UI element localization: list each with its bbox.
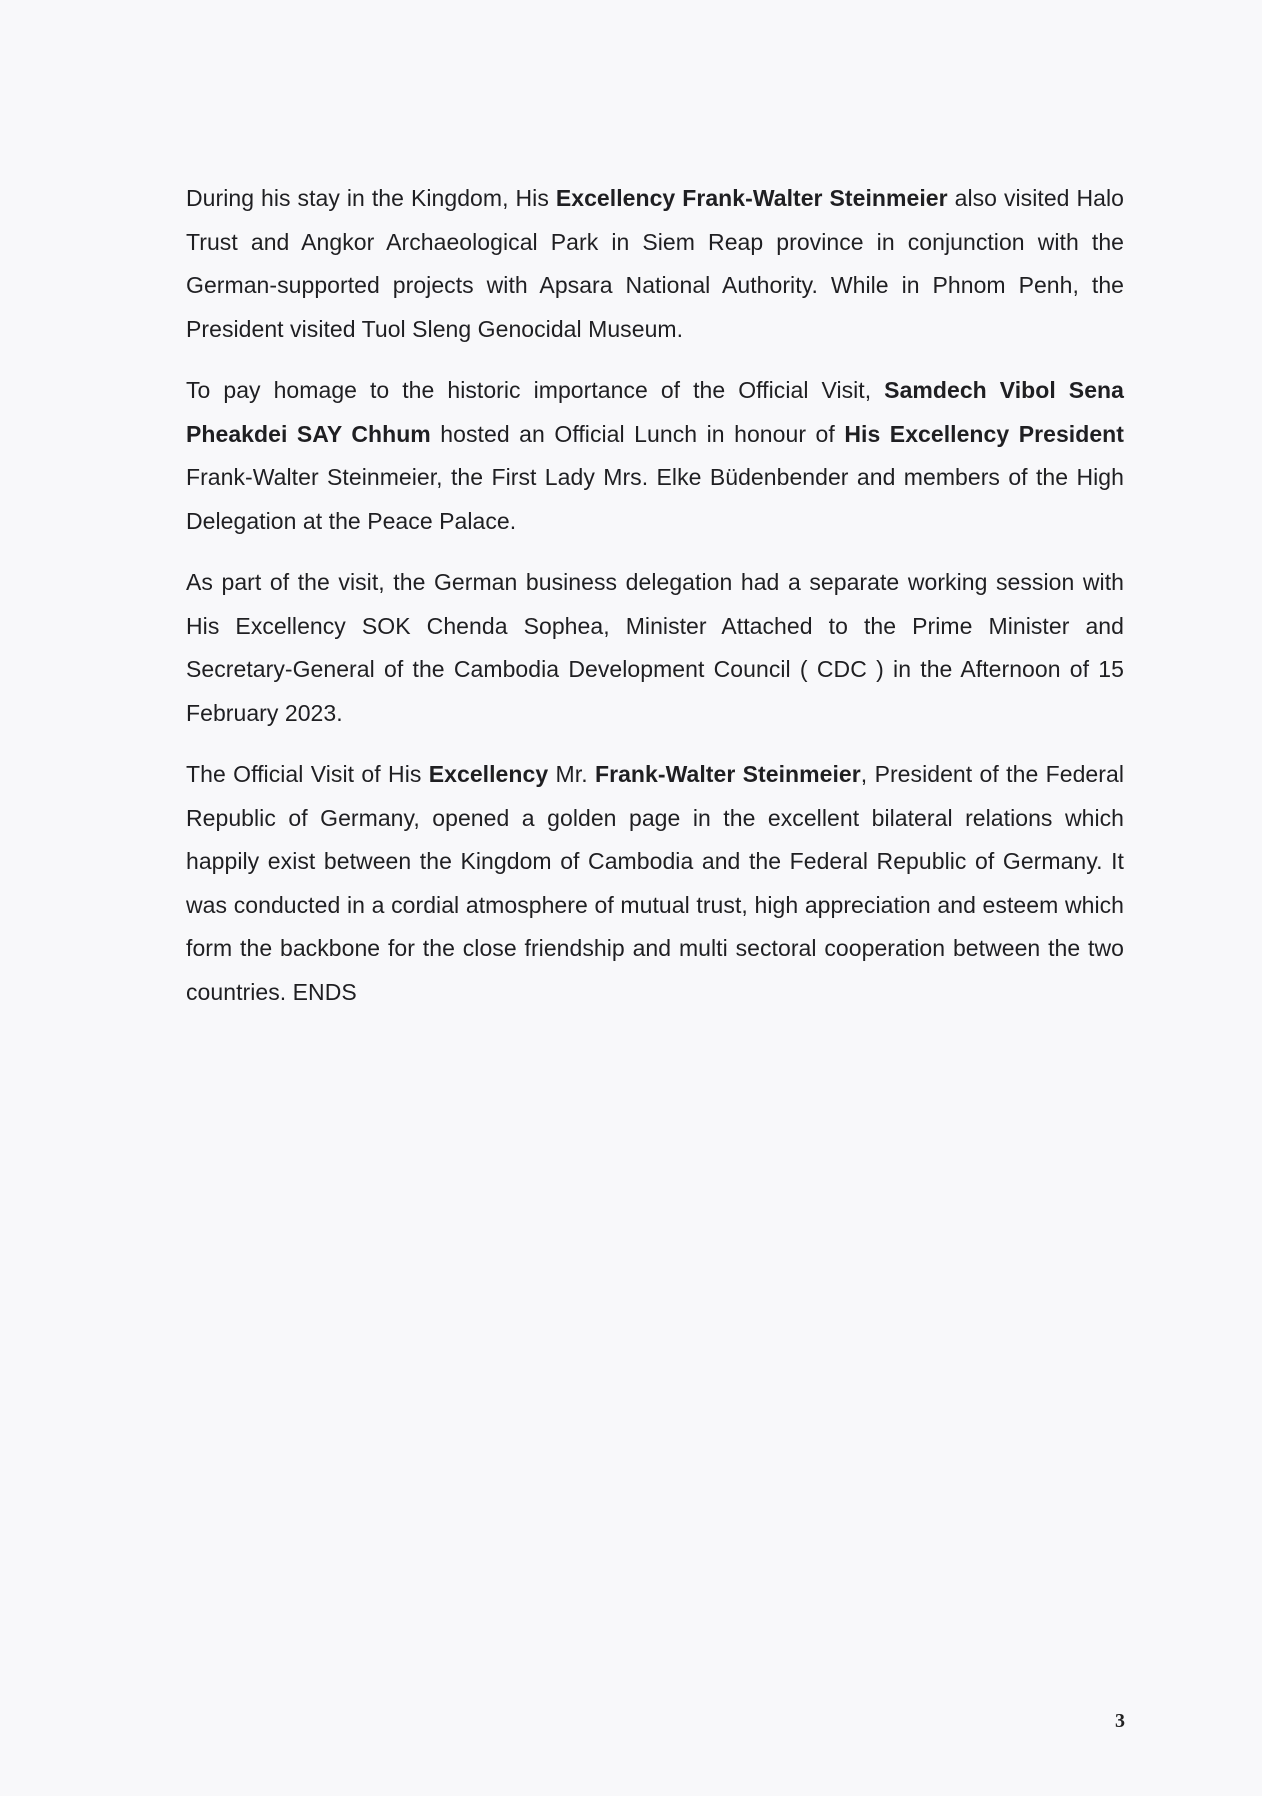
paragraph-3 xyxy=(186,561,1124,735)
paragraph-segment-bold: Excellency Frank-Walter Steinmeier xyxy=(555,185,948,211)
paragraph-segment-bold: Frank-Walter Steinmeier xyxy=(594,761,861,787)
paragraph-segment: During his stay in the Kingdom, His xyxy=(186,185,556,211)
paragraph-segment: As part of the visit, the German business delegation had a separate working session with His Excellency SOK Chenda Sophea, Minister Attached to the Prime Minister and Secretary-General of the Cambodia Development Council ( CDC ) in the Afternoon of 15 February 2023. xyxy=(186,569,1124,726)
paragraph-segment-bold: Samdech Vibol Sena Pheakdei SAY Chhum xyxy=(186,377,1124,447)
paragraph-segment: Frank-Walter Steinmeier, the First Lady Mrs. Elke Büdenbender and members of the High Delegation at the Peace Palace. xyxy=(186,464,1124,534)
paragraph-2 xyxy=(186,369,1124,543)
page-number: 3 xyxy=(1115,1710,1125,1732)
paragraph-4 xyxy=(186,753,1124,1014)
paragraph-segment-bold: Excellency xyxy=(428,761,549,787)
paragraph-segment: Mr. xyxy=(548,761,595,787)
paragraph-segment: hosted an Official Lunch in honour of xyxy=(430,420,845,447)
paragraph-1 xyxy=(186,177,1124,351)
document-body xyxy=(186,177,1124,1032)
paragraph-segment: , President of the Federal Republic of Germany, opened a golden page in the excellent bilateral relations which happily exist between the Kingdom of Cambodia and the Federal Republic of Germany. It was conducted in a cordial atmosphere of mutual trust, high appreciation and esteem which form the backbone for the close friendship and multi sectoral cooperation between the two countries. ENDS xyxy=(186,761,1124,1005)
paragraph-segment-bold: His Excellency President xyxy=(844,420,1124,447)
paragraph-segment: The Official Visit of His xyxy=(186,761,429,787)
paragraph-segment: also visited Halo Trust and Angkor Archaeological Park in Siem Reap province in conjunction with the German-supported projects with Apsara National Authority. While in Phnom Penh, the President visited Tuol Sleng Genocidal Museum. xyxy=(186,185,1124,342)
paragraph-segment: To pay homage to the historic importance of the Official Visit, xyxy=(186,377,885,403)
